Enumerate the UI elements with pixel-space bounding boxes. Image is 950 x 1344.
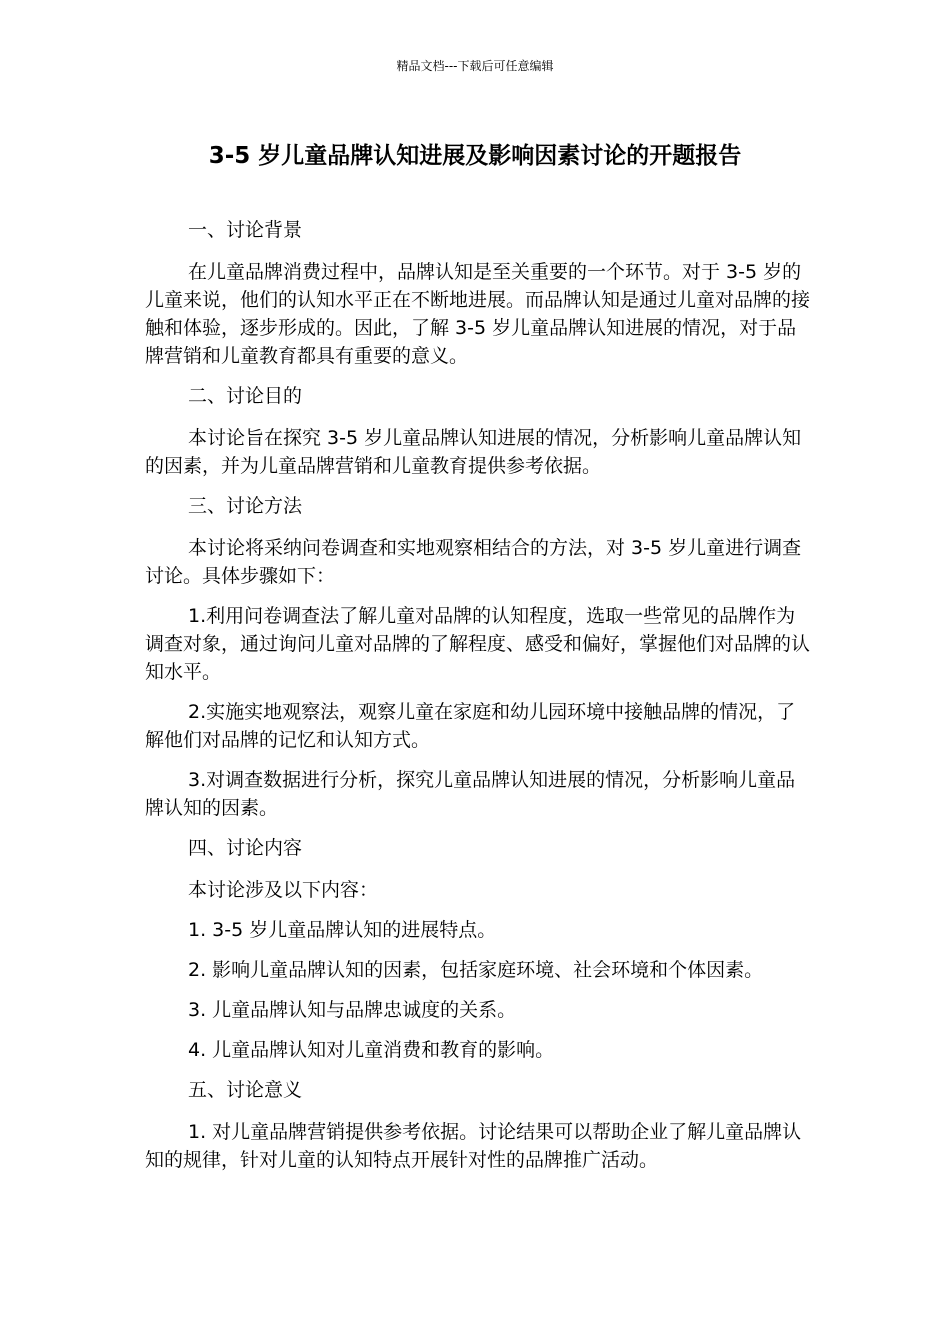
list-item-content-1: 1. 3-5 岁儿童品牌认知的进展特点。 <box>188 919 497 941</box>
section-heading-purpose: 二、讨论目的 <box>188 385 303 407</box>
paragraph-method-step-1: 1.利用问卷调查法了解儿童对品牌的认知程度，选取一些常见的品牌作为调查对象，通过询问儿童对品牌的了解程度、感受和偏好，掌握他们对品牌的认知水平。 <box>145 605 811 683</box>
paragraph-method-step-2: 2.实施实地观察法，观察儿童在家庭和幼儿园环境中接触品牌的情况，了解他们对品牌的记忆和认知方式。 <box>145 701 796 751</box>
list-item-content-4: 4. 儿童品牌认知对儿童消费和教育的影响。 <box>188 1039 555 1061</box>
paragraph-background: 在儿童品牌消费过程中，品牌认知是至关重要的一个环节。对于 3-5 岁的儿童来说，他们的认知水平正在不断地进展。而品牌认知是通过儿童对品牌的接触和体验，逐步形成的。因此，了解 3-5 岁儿童品牌认知进展的情况，对于品牌营销和儿童教育都具有重要的意义。 <box>145 261 811 367</box>
paragraph-method-intro: 本讨论将采纳问卷调查和实地观察相结合的方法，对 3-5 岁儿童进行调查讨论。具体步骤如下： <box>145 537 802 587</box>
section-heading-significance: 五、讨论意义 <box>188 1079 303 1101</box>
paragraph-content-intro: 本讨论涉及以下内容： <box>188 879 379 901</box>
document-title: 3-5 岁儿童品牌认知进展及影响因素讨论的开题报告 <box>208 143 742 169</box>
header-note: 精品文档---下载后可任意编辑 <box>396 59 554 73</box>
document-body <box>145 216 810 1186</box>
paragraph-purpose: 本讨论旨在探究 3-5 岁儿童品牌认知进展的情况，分析影响儿童品牌认知的因素，并为儿童品牌营销和儿童教育提供参考依据。 <box>145 427 802 477</box>
paragraph-method-step-3: 3.对调查数据进行分析，探究儿童品牌认知进展的情况，分析影响儿童品牌认知的因素。 <box>145 769 796 819</box>
section-heading-content: 四、讨论内容 <box>188 837 303 859</box>
section-heading-background: 一、讨论背景 <box>188 219 303 241</box>
section-heading-method: 三、讨论方法 <box>188 495 303 517</box>
paragraph-significance-1: 1. 对儿童品牌营销提供参考依据。讨论结果可以帮助企业了解儿童品牌认知的规律，针对儿童的认知特点开展针对性的品牌推广活动。 <box>145 1121 802 1171</box>
list-item-content-3: 3. 儿童品牌认知与品牌忠诚度的关系。 <box>188 999 517 1021</box>
list-item-content-2: 2. 影响儿童品牌认知的因素，包括家庭环境、社会环境和个体因素。 <box>188 959 764 981</box>
